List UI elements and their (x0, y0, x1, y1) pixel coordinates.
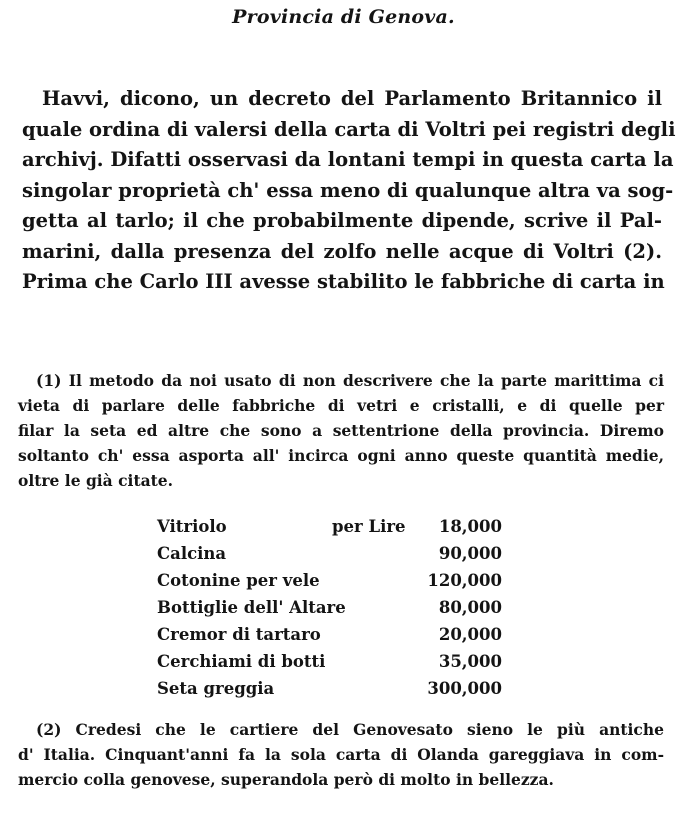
footnote-line: mercio colla genovese, superandola però di molto in bellezza. (18, 770, 554, 789)
paragraph-line: archivj. Difatti osservasi da lontani tempi in questa carta la (22, 148, 674, 171)
footnote-line: soltanto ch' essa asporta all' incirca ogni anno queste quantità medie, (18, 446, 664, 465)
paragraph-line: Havvi, dicono, un decreto del Parlamento Britannico il (42, 87, 662, 110)
row-item: Cerchiami di botti (157, 652, 326, 671)
paragraph-line: Prima che Carlo III avesse stabilito le fabbriche di carta in (22, 270, 665, 293)
row-item: Bottiglie dell' Altare (157, 598, 346, 617)
table-row (157, 675, 502, 702)
footnote-2 (18, 717, 664, 792)
main-paragraph (22, 84, 676, 298)
row-item: Cotonine per vele (157, 571, 320, 590)
table-row (157, 648, 502, 675)
footnote-line: (1) Il metodo da noi usato di non descrivere che la parte marittima ci (36, 371, 664, 390)
paragraph-line: getta al tarlo; il che probabilmente dipende, scrive il Pal- (22, 209, 662, 232)
footnote-line: (2) Credesi che le cartiere del Genovesato sieno le più antiche (36, 720, 664, 739)
paragraph-line: quale ordina di valersi della carta di Voltri pei registri degli (22, 117, 676, 141)
row-item: Cremor di tartaro (157, 625, 321, 644)
footnote-1 (18, 368, 664, 493)
export-quantities-table (157, 513, 502, 702)
table-row (157, 621, 502, 648)
footnote-line: d' Italia. Cinquant'anni fa la sola carta di Olanda gareggiava in com- (18, 745, 664, 764)
table-row (157, 567, 502, 594)
row-item: Vitriolo (157, 517, 227, 536)
paragraph-line: marini, dalla presenza del zolfo nelle acque di Voltri (2). (22, 239, 662, 263)
footnote-line: filar la seta ed altre che sono a settentrione della provincia. Diremo (18, 421, 664, 440)
paragraph-line: singolar proprietà ch' essa meno di qualunque altra va sog- (22, 178, 674, 202)
footnote-line: vieta di parlare delle fabbriche di vetri e cristalli, e di quelle per (18, 396, 664, 415)
row-quantity: 90,000 (438, 544, 502, 563)
row-quantity: 20,000 (438, 625, 502, 644)
row-quantity: 18,000 (438, 517, 502, 536)
row-quantity: 80,000 (438, 598, 502, 617)
running-header: Provincia di Genova. (232, 6, 455, 28)
footnote-line: oltre le già citate. (18, 471, 174, 490)
row-item: Calcina (157, 544, 227, 563)
row-item: Seta greggia (157, 679, 275, 698)
row-quantity: 35,000 (438, 652, 502, 671)
table-row (157, 540, 502, 567)
table-row (157, 513, 502, 540)
table-row (157, 594, 502, 621)
unit-label: per Lire (332, 517, 406, 536)
row-quantity: 120,000 (427, 571, 502, 590)
row-quantity: 300,000 (427, 679, 502, 698)
